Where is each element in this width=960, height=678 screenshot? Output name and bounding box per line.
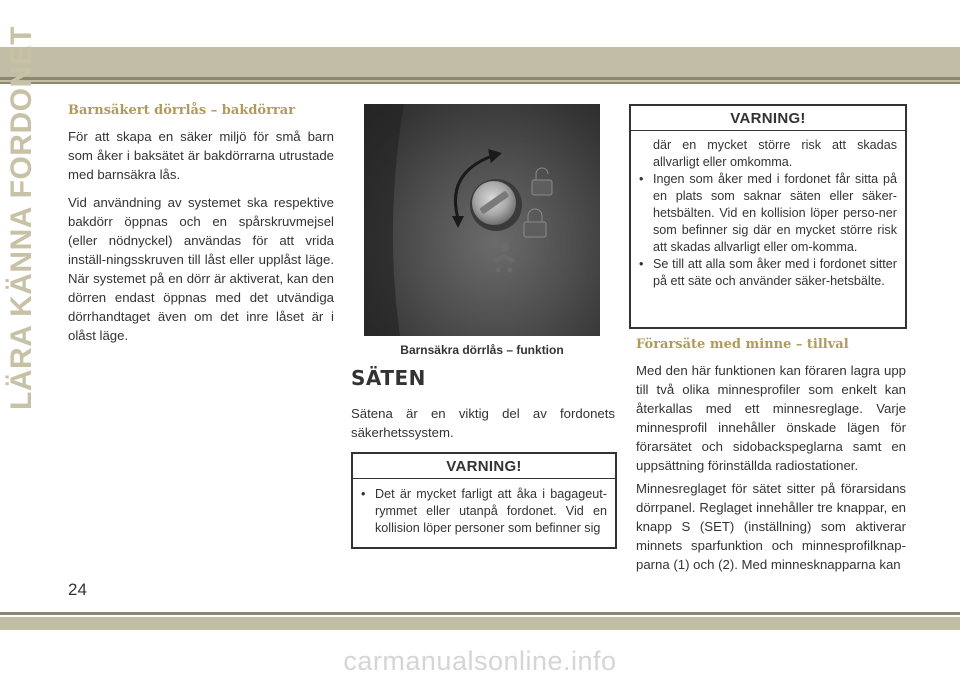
child-icon bbox=[492, 242, 516, 273]
chapter-side-title bbox=[2, 26, 42, 410]
watermark: carmanualsonline.info bbox=[343, 646, 617, 676]
warning-bullet-text: Se till att alla som åker med i fordonet sitter på ett säte och använder säker-hetsbälte. bbox=[653, 257, 897, 288]
header-stripe-thin bbox=[0, 82, 960, 84]
bullet-dot: • bbox=[361, 487, 366, 501]
lock-screw-icon bbox=[470, 179, 522, 231]
bullet-dot: • bbox=[639, 257, 644, 271]
warning-continuation: där en mycket större risk att skadas allvarligt eller omkomma. bbox=[653, 138, 897, 169]
memory-seat-paragraph-2: Minnesreglaget för sätet sitter på förarsidans dörrpanel. Reglaget innehåller tre knappar, en knapp S (SET) (inställning) som aktiverar minnets sparfunktion och minnesprofilknap-parna (1) och (2). Med minnesknapparna kan bbox=[636, 481, 906, 572]
child-lock-heading: Barnsäkert dörrlås – bakdörrar bbox=[68, 103, 296, 118]
unlocked-icon bbox=[532, 168, 552, 195]
section-title: SÄTEN bbox=[351, 366, 426, 390]
warning-bullet bbox=[639, 256, 897, 290]
image-caption: Barnsäkra dörrlås – funktion bbox=[400, 343, 564, 357]
bullet-dot: • bbox=[639, 172, 644, 186]
footer-band bbox=[0, 612, 960, 632]
memory-seat-heading: Förarsäte med minne – tillval bbox=[636, 337, 849, 352]
warning-title: VARNING! bbox=[631, 106, 905, 131]
locked-icon bbox=[524, 209, 546, 237]
child-lock-paragraph-1: För att skapa en säker miljö för små barn som åker i baksätet är bakdörrarna utrustade med barnsäkra lås. bbox=[68, 129, 334, 182]
warning-box-continued bbox=[629, 104, 907, 329]
child-lock-illustration bbox=[364, 104, 600, 336]
warning-bullet-text: Ingen som åker med i fordonet får sitta på en plats som saknar säten eller säker-hetsbälten. Vid en kollision löper perso-ner som befinner sig där en mycket större risk att skadas allvarligt eller om-komma. bbox=[653, 172, 897, 254]
warning-bullet bbox=[639, 171, 897, 256]
warning-body bbox=[631, 131, 905, 296]
warning-body bbox=[353, 479, 615, 543]
warning-box-seats bbox=[351, 452, 617, 549]
footer-stripe bbox=[0, 612, 960, 615]
header-stripe bbox=[0, 77, 960, 80]
child-lock-paragraph-2: Vid användning av systemet ska respektive bakdörr öppnas och en spårskruvmejsel (eller nödnyckel) användas för att vrida inställ-ningsskruven till låst eller upplåst läge. När systemet på en dörr är aktiverat, kan den dörren endast öppnas med det utvändiga dörrhandtaget även om det inre låset är i olåst läge. bbox=[68, 195, 334, 343]
memory-seat-paragraph-1: Med den här funktionen kan föraren lagra upp till två olika minnesprofiler som enkelt kan återkallas med ett minnesreglage. Varje minnesprofil innehåller önskade lägen för förarsätet och sidobackspeglarna samt en uppsättning förinställda radiostationer. bbox=[636, 363, 906, 473]
seats-intro: Sätena är en viktig del av fordonets säkerhetssystem. bbox=[351, 406, 615, 440]
chapter-title-text: LÄRA KÄNNA FORDONET bbox=[5, 26, 39, 410]
warning-title: VARNING! bbox=[353, 454, 615, 479]
header-band bbox=[0, 47, 960, 84]
page-number: 24 bbox=[68, 580, 87, 599]
warning-bullet-text: Det är mycket farligt att åka i bagageut-rymmet eller utanpå fordonet. Vid en kollision löper personer som befinner sig bbox=[375, 487, 607, 535]
warning-bullet bbox=[361, 486, 607, 537]
footer-bar bbox=[0, 617, 960, 630]
child-lock-photo bbox=[364, 104, 600, 336]
